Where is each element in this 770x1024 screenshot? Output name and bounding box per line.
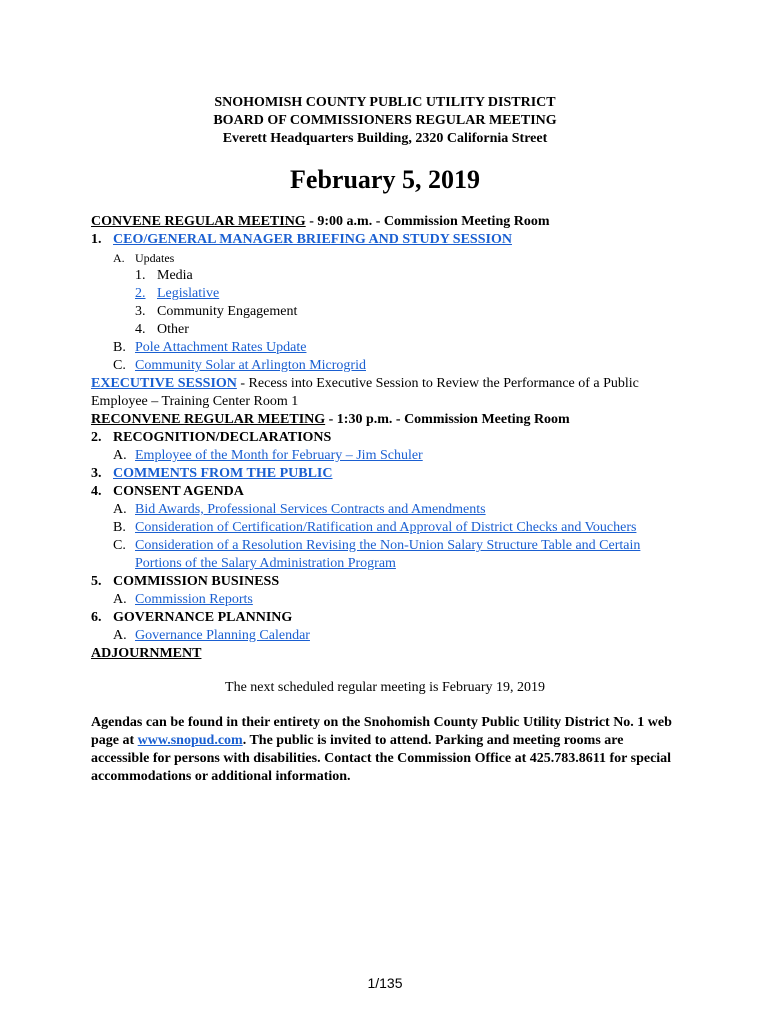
reconvene-detail: - 1:30 p.m. - Commission Meeting Room bbox=[325, 412, 570, 427]
item-number: 5. bbox=[91, 574, 102, 589]
item-letter: C. bbox=[113, 358, 126, 373]
item-number: 4. bbox=[135, 322, 146, 337]
link-legislative[interactable]: Legislative bbox=[157, 286, 220, 301]
convene-title: CONVENE REGULAR MEETING bbox=[91, 214, 306, 229]
agenda-item-6a bbox=[113, 627, 310, 645]
item-number: 4. bbox=[91, 484, 102, 499]
header-line-2: BOARD OF COMMISSIONERS REGULAR MEETING bbox=[213, 113, 557, 128]
item-letter: A. bbox=[113, 251, 125, 265]
agenda-item-4a bbox=[113, 501, 486, 519]
agenda-item-1a3 bbox=[135, 303, 297, 321]
convene-detail: - 9:00 a.m. - Commission Meeting Room bbox=[305, 214, 550, 229]
agenda-item-1a2 bbox=[135, 285, 219, 303]
executive-session-detail-2: Employee – Training Center Room 1 bbox=[91, 394, 299, 409]
link-salary-resolution[interactable]: Consideration of a Resolution Revising the Non-Union Salary Structure Table and Certain bbox=[135, 538, 641, 553]
link-salary-resolution-cont[interactable]: Portions of the Salary Administration Program bbox=[135, 556, 396, 571]
item-letter: C. bbox=[113, 538, 126, 553]
next-meeting-note: The next scheduled regular meeting is February 19, 2019 bbox=[225, 680, 545, 695]
agenda-item-4 bbox=[91, 483, 244, 501]
link-pole-attachment[interactable]: Pole Attachment Rates Update bbox=[135, 340, 307, 355]
agenda-item-3 bbox=[91, 465, 332, 483]
agenda-item-2a bbox=[113, 447, 423, 465]
item-text: Media bbox=[157, 268, 193, 283]
item-letter: B. bbox=[113, 340, 126, 355]
item-text: Other bbox=[157, 322, 189, 337]
agenda-item-4b bbox=[113, 519, 636, 537]
item-number: 6. bbox=[91, 610, 102, 625]
notice-text-1: Agendas can be found in their entirety on the Snohomish County Public Utility District No. 1 web page at bbox=[91, 715, 672, 748]
header-line-3: Everett Headquarters Building, 2320 California Street bbox=[222, 131, 548, 146]
item-number: 3. bbox=[91, 466, 102, 481]
link-checks-vouchers[interactable]: Consideration of Certification/Ratification and Approval of District Checks and Vouchers bbox=[135, 520, 637, 535]
agenda-item-2 bbox=[91, 429, 331, 447]
item-letter: A. bbox=[113, 502, 127, 517]
link-ceo-briefing[interactable]: CEO/GENERAL MANAGER BRIEFING AND STUDY SESSION bbox=[113, 232, 512, 247]
notice-text-2: . The public is invited to attend. Parking and meeting rooms are accessible for persons with disabilities. Contact the Commission Office at 425.783.8611 for special accommodations or additional information. bbox=[91, 733, 672, 784]
notice-paragraph bbox=[91, 714, 683, 786]
agenda-item-6 bbox=[91, 609, 292, 627]
link-employee-of-month[interactable]: Employee of the Month for February – Jim Schuler bbox=[135, 448, 423, 463]
item-title: RECOGNITION/DECLARATIONS bbox=[113, 430, 332, 445]
agenda-item-1b bbox=[113, 339, 306, 357]
agenda-item-1a bbox=[113, 249, 174, 267]
agenda-item-1a4 bbox=[135, 321, 189, 339]
agenda-item-4c-cont bbox=[135, 555, 396, 573]
item-title: GOVERNANCE PLANNING bbox=[113, 610, 293, 625]
item-letter: B. bbox=[113, 520, 126, 535]
item-title: CONSENT AGENDA bbox=[113, 484, 244, 499]
item-title: COMMISSION BUSINESS bbox=[113, 574, 280, 589]
link-bid-awards[interactable]: Bid Awards, Professional Services Contracts and Amendments bbox=[135, 502, 486, 517]
item-letter: A. bbox=[113, 592, 127, 607]
link-commission-reports[interactable]: Commission Reports bbox=[135, 592, 253, 607]
item-number: 1. bbox=[135, 268, 146, 283]
header-line-1: SNOHOMISH COUNTY PUBLIC UTILITY DISTRICT bbox=[214, 95, 556, 110]
adjournment: ADJOURNMENT bbox=[91, 646, 202, 661]
agenda-item-5a bbox=[113, 591, 253, 609]
agenda-item-1c bbox=[113, 357, 366, 375]
item-number: 1. bbox=[91, 232, 102, 247]
link-governance-calendar[interactable]: Governance Planning Calendar bbox=[135, 628, 310, 643]
agenda-item-1a1 bbox=[135, 267, 193, 285]
agenda-item-4c bbox=[113, 537, 640, 555]
agenda-item-5 bbox=[91, 573, 279, 591]
link-snopud-website[interactable]: www.snopud.com bbox=[137, 733, 243, 748]
item-letter: A. bbox=[113, 448, 127, 463]
link-executive-session[interactable]: EXECUTIVE SESSION bbox=[91, 376, 237, 391]
meeting-date: February 5, 2019 bbox=[290, 165, 480, 194]
item-number: 2. bbox=[91, 430, 102, 445]
agenda-item-1 bbox=[91, 231, 512, 249]
reconvene-title: RECONVENE REGULAR MEETING bbox=[91, 412, 326, 427]
convene-line bbox=[91, 213, 550, 231]
executive-session-line bbox=[91, 375, 639, 393]
item-text: Community Engagement bbox=[157, 304, 298, 319]
item-text: Updates bbox=[135, 251, 175, 265]
page-number: 1/135 bbox=[367, 975, 403, 991]
link-public-comments[interactable]: COMMENTS FROM THE PUBLIC bbox=[113, 466, 333, 481]
link-community-solar[interactable]: Community Solar at Arlington Microgrid bbox=[135, 358, 366, 373]
item-letter: A. bbox=[113, 628, 127, 643]
reconvene-line bbox=[91, 411, 570, 429]
item-number: 2. bbox=[135, 286, 146, 301]
executive-session-detail: - Recess into Executive Session to Review the Performance of a Public bbox=[236, 376, 639, 391]
item-number: 3. bbox=[135, 304, 146, 319]
